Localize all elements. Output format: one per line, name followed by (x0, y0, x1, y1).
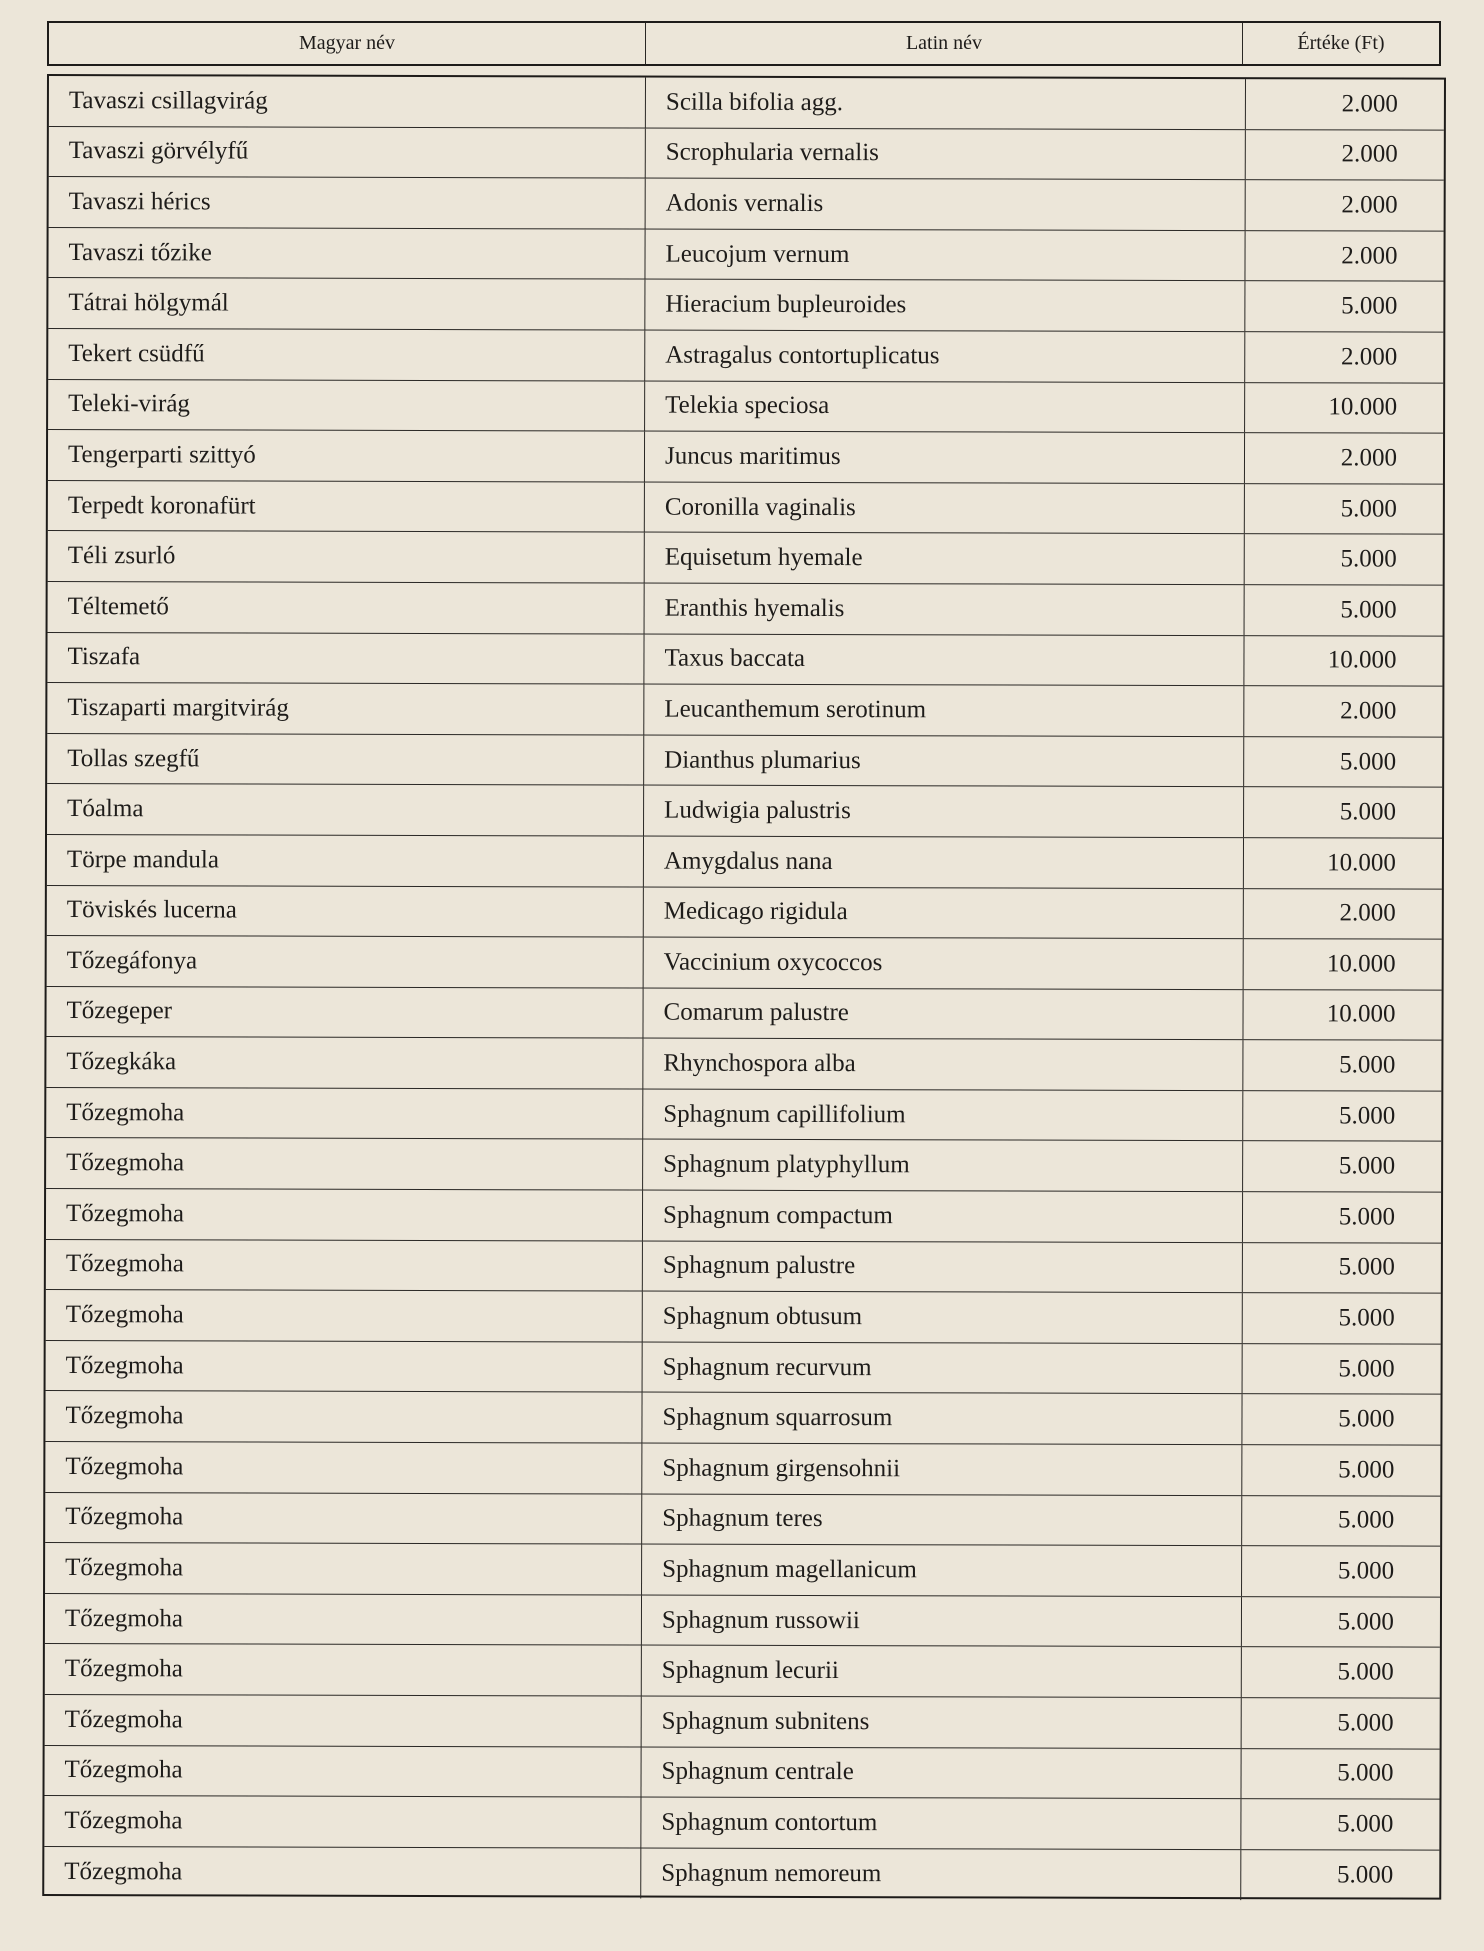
cell-hungarian-name: Tóalma (47, 784, 644, 835)
table-row (48, 481, 1443, 535)
cell-hungarian-name: Téli zsurló (48, 531, 645, 582)
cell-value: 5.000 (1338, 1152, 1396, 1180)
cell-hungarian-name: Tőzegmoha (45, 1493, 642, 1544)
cell-latin-name: Vaccinium oxycoccos (644, 938, 1244, 989)
cell-latin-name: Sphagnum contortum (641, 1798, 1241, 1849)
cell-hungarian-name: Tengerparti szittyó (48, 430, 645, 481)
table-row (47, 835, 1442, 889)
cell-value: 5.000 (1337, 1607, 1394, 1636)
cell-hungarian-name: Tiszafa (47, 633, 644, 684)
cell-hungarian-name: Tőzegmoha (45, 1695, 642, 1746)
cell-hungarian-name: Tavaszi csillagvirág (49, 76, 646, 127)
table-row (48, 430, 1443, 484)
table-row (44, 1847, 1439, 1901)
cell-value: 5.000 (1340, 494, 1397, 523)
cell-hungarian-name: Tőzegmoha (46, 1341, 643, 1392)
cell-latin-name: Comarum palustre (643, 988, 1243, 1039)
cell-value: 10.000 (1327, 849, 1396, 877)
cell-hungarian-name: Tőzegmoha (44, 1847, 641, 1899)
cell-hungarian-name: Teleki-virág (48, 380, 645, 431)
cell-latin-name: Sphagnum teres (642, 1494, 1242, 1545)
cell-hungarian-name: Tőzegmoha (44, 1796, 641, 1847)
cell-latin-name: Sphagnum centrale (641, 1747, 1241, 1798)
cell-latin-name: Scilla bifolia agg. (646, 78, 1246, 129)
cell-value: 5.000 (1337, 1810, 1394, 1838)
table-row (47, 734, 1442, 788)
cell-hungarian-name: Törpe mandula (47, 835, 644, 886)
cell-latin-name: Astragalus contortuplicatus (645, 331, 1245, 382)
table-row (46, 1240, 1441, 1294)
cell-value: 10.000 (1327, 646, 1397, 674)
header-hungarian-name: Magyar név (49, 23, 646, 64)
table-row (47, 683, 1442, 737)
cell-latin-name: Sphagnum compactum (643, 1191, 1243, 1242)
cell-value: 2.000 (1340, 444, 1398, 472)
cell-hungarian-name: Töviskés lucerna (47, 886, 644, 937)
table-row (46, 1341, 1441, 1395)
table-row (45, 1543, 1440, 1597)
cell-value: 5.000 (1337, 1658, 1394, 1686)
cell-value: 10.000 (1326, 950, 1396, 978)
cell-latin-name: Leucojum vernum (645, 229, 1245, 280)
table-row (45, 1594, 1440, 1648)
cell-latin-name: Hieracium bupleuroides (645, 280, 1245, 331)
cell-latin-name: Telekia speciosa (645, 381, 1245, 432)
table-row (46, 987, 1441, 1041)
cell-latin-name: Sphagnum obtusum (643, 1292, 1243, 1343)
cell-value: 5.000 (1337, 1557, 1395, 1585)
cell-hungarian-name: Tekert csüdfű (48, 329, 645, 380)
cell-latin-name: Leucanthemum serotinum (644, 685, 1244, 736)
cell-hungarian-name: Tőzegmoha (46, 1240, 643, 1291)
cell-hungarian-name: Tőzegmoha (46, 1290, 643, 1341)
table-header (47, 21, 1441, 66)
cell-value: 5.000 (1341, 292, 1398, 320)
cell-value: 5.000 (1337, 1759, 1394, 1787)
header-latin-name: Latin név (646, 23, 1243, 64)
cell-value: 5.000 (1338, 1253, 1395, 1281)
table-row (45, 1695, 1440, 1749)
table-row (46, 1088, 1441, 1142)
table-row (48, 228, 1443, 282)
cell-value: 2.000 (1341, 140, 1398, 168)
cell-hungarian-name: Tőzegkáka (46, 1037, 643, 1088)
cell-value: 2.000 (1340, 343, 1398, 371)
cell-value: 5.000 (1338, 1405, 1395, 1433)
cell-latin-name: Sphagnum girgensohnii (642, 1444, 1242, 1495)
cell-value: 5.000 (1340, 596, 1397, 624)
cell-latin-name: Rhynchospora alba (643, 1039, 1243, 1090)
cell-hungarian-name: Tőzegmoha (45, 1644, 642, 1695)
table-row (47, 633, 1442, 687)
table-row (49, 177, 1444, 231)
table-row (46, 1290, 1441, 1344)
cell-latin-name: Scrophularia vernalis (646, 128, 1246, 179)
cell-value: 5.000 (1337, 1861, 1394, 1889)
table-row (46, 1138, 1441, 1192)
cell-latin-name: Adonis vernalis (646, 179, 1246, 230)
cell-latin-name: Sphagnum capillifolium (643, 1089, 1243, 1140)
table-row (49, 76, 1444, 130)
cell-latin-name: Sphagnum lecurii (642, 1646, 1242, 1697)
cell-latin-name: Sphagnum magellanicum (642, 1545, 1242, 1596)
cell-hungarian-name: Tavaszi tőzike (48, 228, 645, 279)
cell-latin-name: Eranthis hyemalis (645, 584, 1245, 635)
cell-hungarian-name: Tőzegmoha (45, 1594, 642, 1645)
cell-hungarian-name: Tőzegmoha (46, 1138, 643, 1189)
cell-latin-name: Juncus maritimus (645, 432, 1245, 483)
cell-value: 5.000 (1339, 1051, 1396, 1079)
cell-latin-name: Taxus baccata (644, 634, 1244, 685)
table-row (48, 531, 1443, 585)
table-row (47, 784, 1442, 838)
table-row (48, 329, 1443, 383)
cell-latin-name: Dianthus plumarius (644, 735, 1244, 786)
cell-value: 2.000 (1341, 241, 1398, 270)
cell-latin-name: Sphagnum palustre (643, 1241, 1243, 1292)
table-row (48, 380, 1443, 434)
table-row (48, 278, 1443, 332)
cell-value: 2.000 (1340, 697, 1397, 725)
table-row (49, 127, 1444, 181)
cell-value: 10.000 (1328, 393, 1398, 421)
cell-hungarian-name: Terpedt koronafürt (48, 481, 645, 532)
cell-latin-name: Sphagnum russowii (642, 1595, 1242, 1646)
table-body (42, 74, 1446, 1900)
table-row (47, 886, 1442, 940)
cell-hungarian-name: Tiszaparti margitvirág (47, 683, 644, 734)
cell-value: 2.000 (1341, 90, 1398, 118)
table-row (45, 1391, 1440, 1445)
cell-latin-name: Sphagnum subnitens (642, 1697, 1242, 1748)
cell-hungarian-name: Tavaszi hérics (49, 177, 646, 228)
cell-hungarian-name: Tátrai hölgymál (48, 278, 645, 329)
cell-value: 5.000 (1338, 1102, 1396, 1130)
table-row (45, 1493, 1440, 1547)
cell-hungarian-name: Tőzegmoha (44, 1746, 641, 1797)
cell-latin-name: Sphagnum nemoreum (641, 1848, 1241, 1900)
table-row (45, 1644, 1440, 1698)
cell-latin-name: Equisetum hyemale (645, 533, 1245, 584)
cell-value: 5.000 (1339, 798, 1397, 826)
cell-hungarian-name: Tőzegeper (46, 987, 643, 1038)
cell-value: 10.000 (1326, 1000, 1396, 1029)
table-row (46, 1189, 1441, 1243)
cell-value: 2.000 (1341, 191, 1398, 219)
cell-value: 5.000 (1337, 1709, 1394, 1737)
table-row (45, 1442, 1440, 1496)
cell-hungarian-name: Tavaszi görvélyfű (49, 127, 646, 178)
cell-hungarian-name: Tőzegmoha (46, 1189, 643, 1240)
cell-value: 5.000 (1340, 545, 1397, 573)
cell-value: 5.000 (1338, 1304, 1395, 1332)
table-row (47, 936, 1442, 990)
cell-hungarian-name: Téltemető (48, 582, 645, 633)
header-value: Értéke (Ft) (1297, 32, 1385, 54)
cell-latin-name: Coronilla vaginalis (645, 482, 1245, 533)
cell-latin-name: Ludwigia palustris (644, 786, 1244, 837)
cell-value: 5.000 (1339, 747, 1397, 776)
cell-latin-name: Sphagnum platyphyllum (643, 1140, 1243, 1191)
cell-hungarian-name: Tőzegmoha (46, 1088, 643, 1139)
cell-hungarian-name: Tőzegmoha (45, 1543, 642, 1594)
cell-latin-name: Amygdalus nana (644, 836, 1244, 887)
cell-latin-name: Sphagnum recurvum (643, 1342, 1243, 1393)
cell-hungarian-name: Tőzegmoha (45, 1442, 642, 1493)
table-row (44, 1796, 1439, 1850)
cell-value: 5.000 (1337, 1506, 1395, 1534)
cell-hungarian-name: Tőzegáfonya (47, 936, 644, 987)
cell-value: 5.000 (1338, 1203, 1396, 1231)
cell-value: 5.000 (1338, 1355, 1395, 1383)
cell-latin-name: Medicago rigidula (644, 887, 1244, 938)
cell-value: 5.000 (1338, 1456, 1395, 1484)
cell-hungarian-name: Tőzegmoha (45, 1391, 642, 1442)
cell-value: 2.000 (1339, 899, 1396, 927)
cell-latin-name: Sphagnum squarrosum (642, 1393, 1242, 1444)
table-row (44, 1746, 1439, 1800)
table-row (46, 1037, 1441, 1091)
table-row (48, 582, 1443, 636)
cell-hungarian-name: Tollas szegfű (47, 734, 644, 785)
